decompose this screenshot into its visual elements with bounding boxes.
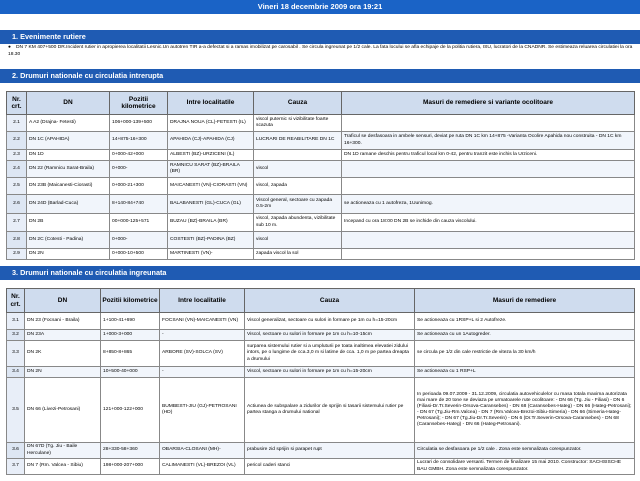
- measures-cell: Se actioneaza cu 1 RSP+L: [415, 367, 635, 378]
- localities-cell: CALIMANESTI (VL)-BREZOI (VL): [160, 459, 245, 475]
- cause-cell: viscol, zapada: [254, 178, 342, 195]
- localities-cell: -: [160, 330, 245, 341]
- measures-cell: Incepand cu ora 18:00 DN 2B se inchide din cauza viscolului.: [342, 214, 635, 232]
- table-row: [7, 115, 635, 132]
- col-header-nr: Nr. crt.: [7, 289, 25, 313]
- km-position-cell: 106+000-139+500: [110, 115, 168, 132]
- col-header-measures: Masuri de remediere si variante ocolitoare: [342, 92, 635, 115]
- road-name-cell: DN 2C (Cotesti - Padina): [27, 232, 110, 249]
- table-header-row: [7, 289, 635, 313]
- localities-cell: MARTINESTI (VN)-: [168, 249, 254, 260]
- road-name-cell: DN 23A: [25, 330, 101, 341]
- table-row: [7, 341, 635, 367]
- road-name-cell: DN 23 (Focsani - Braila): [25, 313, 101, 330]
- table-row: [7, 132, 635, 150]
- row-number-cell: 3.2: [7, 330, 25, 341]
- row-number-cell: 3.7: [7, 459, 25, 475]
- localities-cell: RAMNICU SARAT (BZ)-BRAILA (BR): [168, 161, 254, 178]
- cause-cell: [254, 150, 342, 161]
- table-row: [7, 232, 635, 249]
- table-header-row: [7, 92, 635, 115]
- road-name-cell: DN 2N: [25, 367, 101, 378]
- cause-cell: prabusire zid sprijin si parapet rupt: [245, 443, 415, 459]
- measures-cell: In perioada 09.07.2009 - 31.12.2009, circulatia autovehiculelor cu masa totala maxima autorizata mai mare de 20 tone se deviaza pe urmatoarele rute ocolitoare: - DN 66 (Tg. Jiu - Filiasi) - DN 6 (Filiasi-Dr.Tr.Severin-Orsova-Caransebes) - DN 68 (Caransebes-Hateg) - DN 66 (Hateg-Petrosani); - DN 67 (Tg.Jiu-Rm.Valcea) - DN 7 (Rm.Valcea-Brezoi-Sibiu-Simeria) - DN 66 (Simeria-Hateg-Petrosani); - DN 67 (Tg.Jiu-Dr.Tr.Severin) - DN 6 (Dr.Tr.Severin-Orsova-Caransebes) - DN 68 (Caransebes-Hateg) - DN 66 (Hateg-Petrosani).: [415, 378, 635, 443]
- road-name-cell: DN 22 (Ramnicu Sarat-Braila): [27, 161, 110, 178]
- localities-cell: BUMBESTI-JIU (GJ)-PETROSANI (HD): [160, 378, 245, 443]
- localities-cell: -: [160, 367, 245, 378]
- cause-cell: viscol puternic si vizibilitate foarte scazuta: [254, 115, 342, 132]
- measures-cell: Se actioneaza cu 1RSP+L si 2 Autofreze.: [415, 313, 635, 330]
- km-position-cell: 0+000-: [110, 161, 168, 178]
- row-number-cell: 2.4: [7, 161, 27, 178]
- table-row: [7, 459, 635, 475]
- bullet-icon: ●: [8, 45, 11, 50]
- cause-cell: viscol: [254, 161, 342, 178]
- cause-cell: Viscol, sectoare cu sulori in formare pe 1m cu h=15-20cm: [245, 367, 415, 378]
- table-row: [7, 195, 635, 214]
- km-position-cell: 00+000-125+571: [110, 214, 168, 232]
- measures-cell: [342, 232, 635, 249]
- localities-cell: DRAJNA NOUA (CL)-FETESTI (IL): [168, 115, 254, 132]
- row-number-cell: 3.6: [7, 443, 25, 459]
- row-number-cell: 3.3: [7, 341, 25, 367]
- road-name-cell: DN 24D (Barlad-Cuca): [27, 195, 110, 214]
- km-position-cell: 1+100-41+690: [101, 313, 160, 330]
- col-header-localities: Intre localitatile: [168, 92, 254, 115]
- col-header-cause: Cauza: [245, 289, 415, 313]
- cause-cell: pericol caderi stanci: [245, 459, 415, 475]
- table-row: [7, 313, 635, 330]
- col-header-nr: Nr. crt.: [7, 92, 27, 115]
- measures-cell: DN 1D ramane deschis pentru traficul local km 0-42, pentru tranzit este inchis la Urziceni.: [342, 150, 635, 161]
- km-position-cell: 0+000-10+500: [110, 249, 168, 260]
- row-number-cell: 2.7: [7, 214, 27, 232]
- localities-cell: BALABANESTI (GL)-CUCA (GL): [168, 195, 254, 214]
- cause-cell: Viscol, sectoare cu sulori in formare pe 1m cu h=10-15cm: [245, 330, 415, 341]
- col-header-localities: Intre localitatile: [160, 289, 245, 313]
- row-number-cell: 3.5: [7, 378, 25, 443]
- km-position-cell: 1+000-3+000: [101, 330, 160, 341]
- km-position-cell: 0+000-42+000: [110, 150, 168, 161]
- table-row: [7, 161, 635, 178]
- row-number-cell: 2.5: [7, 178, 27, 195]
- row-number-cell: 2.9: [7, 249, 27, 260]
- table-row: [7, 214, 635, 232]
- date-text: Vineri 18 decembrie 2009 ora 19:21: [257, 2, 383, 11]
- localities-cell: APAHIDA (CJ)-APAHIDA (CJ): [168, 132, 254, 150]
- km-position-cell: 28+330-58+360: [101, 443, 160, 459]
- section-3-title: 3. Drumuri nationale cu circulatia ingreunata: [0, 266, 640, 280]
- km-position-cell: 14+875-16+300: [110, 132, 168, 150]
- localities-cell: BUZAU (BZ)-BRAILA (BR): [168, 214, 254, 232]
- table-row: [7, 249, 635, 260]
- col-header-dn: DN: [25, 289, 101, 313]
- road-name-cell: DN 7 (Rm. Valcea - Sibiu): [25, 459, 101, 475]
- section-2-title: 2. Drumuri nationale cu circulatia intrerupta: [0, 69, 640, 83]
- cause-cell: viscol: [254, 232, 342, 249]
- road-name-cell: DN 66 (Livezi-Petrosani): [25, 378, 101, 443]
- row-number-cell: 2.3: [7, 150, 27, 161]
- col-header-km: Pozitii kilometrice: [110, 92, 168, 115]
- hindered-roads-table: [6, 288, 635, 475]
- table-row: [7, 330, 635, 341]
- measures-cell: [342, 178, 635, 195]
- cause-cell: Viscol general, sectoare cu zapada 0.5-2m: [254, 195, 342, 214]
- col-header-km: Pozitii kilometrice: [101, 289, 160, 313]
- col-header-dn: DN: [27, 92, 110, 115]
- cause-cell: LUCRARI DE REABILITARE DN 1C: [254, 132, 342, 150]
- localities-cell: FOCSANI (VN)-MAICANESTI (VN): [160, 313, 245, 330]
- cause-cell: surparea sistemului rutier si a umpluturii pe toata inaltimea elevatiei zidului intors, pe o lungime de cca.3,0 m si latime de cca. 1,0 m pe partea dreapta a drumului: [245, 341, 415, 367]
- col-header-cause: Cauza: [254, 92, 342, 115]
- localities-cell: COSTESTI (BZ)-PADINA (BZ): [168, 232, 254, 249]
- measures-cell: [342, 115, 635, 132]
- road-name-cell: A A2 (Drajna- Fetesti): [27, 115, 110, 132]
- km-position-cell: 8+850-8+865: [101, 341, 160, 367]
- measures-cell: se actioneaza cu 1 autofreza, 1Uunimog.: [342, 195, 635, 214]
- row-number-cell: 2.1: [7, 115, 27, 132]
- km-position-cell: 0+000-: [110, 232, 168, 249]
- measures-cell: [342, 249, 635, 260]
- cause-cell: Actiunea de subspalare a zidurilor de sprijin si tasarii sistemului rutier pe partea stanga a drumului national: [245, 378, 415, 443]
- km-position-cell: 8+140-84+740: [110, 195, 168, 214]
- col-header-measures: Masuri de remediere: [415, 289, 635, 313]
- km-position-cell: 10+500-40+000: [101, 367, 160, 378]
- row-number-cell: 3.4: [7, 367, 25, 378]
- section-1-note: [8, 45, 634, 59]
- row-number-cell: 3.1: [7, 313, 25, 330]
- page-header: [0, 0, 640, 14]
- row-number-cell: 2.6: [7, 195, 27, 214]
- road-name-cell: DN 2K: [25, 341, 101, 367]
- km-position-cell: 121+000-122+000: [101, 378, 160, 443]
- section-1-title: 1. Evenimente rutiere: [0, 30, 640, 44]
- road-name-cell: DN 1D: [27, 150, 110, 161]
- event-text: DN 7 KM 407+500 DR.Incident rutier in apropierea localitatii Lesnic.Un autotren TIR a-a defectat si a ramas imobilizat pe carosabil . Se circula ingreunat pe 1/2 cale. La fata locului se afla echipaje de la politia rutiera, ISU, lucratori de la CNADNR. Se estimeaza reluarea circulatiei la ora 18.30: [8, 45, 633, 57]
- row-number-cell: 2.8: [7, 232, 27, 249]
- road-name-cell: DN 23B (Maicanesti-Ciorasti): [27, 178, 110, 195]
- table-row: [7, 367, 635, 378]
- measures-cell: se circula pe 1/2 din cale restrictie de viteza la 30 km/h: [415, 341, 635, 367]
- localities-cell: ARBORE (SV)-SOLCA (SV): [160, 341, 245, 367]
- road-name-cell: DN 67D (Tg. Jiu - Baile Herculane): [25, 443, 101, 459]
- measures-cell: Se actioneaza cu un 1Autogreder.: [415, 330, 635, 341]
- closed-roads-table: [6, 91, 635, 260]
- cause-cell: viscol, zapada abundenta, vizibilitate sub 10 m.: [254, 214, 342, 232]
- measures-cell: Lucrari de consolidare versanti. Termen de finalizare 15 mai 2010. Constructor: SACHSISCHE BAU GMBH. Zona este semnalizata corespunzator.: [415, 459, 635, 475]
- measures-cell: Circulatia se desfasoara pe 1/2 cale . Zona este semnalizata corespunzator.: [415, 443, 635, 459]
- table-row: [7, 178, 635, 195]
- km-position-cell: 0+000-21+300: [110, 178, 168, 195]
- localities-cell: MAICANESTI (VN)-CIORASTI (VN): [168, 178, 254, 195]
- localities-cell: ALBESTI (BZ)-URZICENI (IL): [168, 150, 254, 161]
- measures-cell: [342, 161, 635, 178]
- table-row: [7, 378, 635, 443]
- table-row: [7, 150, 635, 161]
- road-name-cell: DN 2N: [27, 249, 110, 260]
- road-name-cell: DN 2B: [27, 214, 110, 232]
- cause-cell: Viscol generalizat, sectoare cu sulori in formare pe 1m cu h=15-20cm: [245, 313, 415, 330]
- table-row: [7, 443, 635, 459]
- localities-cell: OBARSIA-CLOSANI (MH)-: [160, 443, 245, 459]
- km-position-cell: 198+000-207+000: [101, 459, 160, 475]
- row-number-cell: 2.2: [7, 132, 27, 150]
- measures-cell: Traficul se desfasoara in ambele sensuri, deviat pe ruta DN 1C km 14+875 -Varianta Ocolire Apahida nou construita - DN 1C km 16+300.: [342, 132, 635, 150]
- cause-cell: zapada viscol la sol: [254, 249, 342, 260]
- road-name-cell: DN 1C (APAHIDA): [27, 132, 110, 150]
